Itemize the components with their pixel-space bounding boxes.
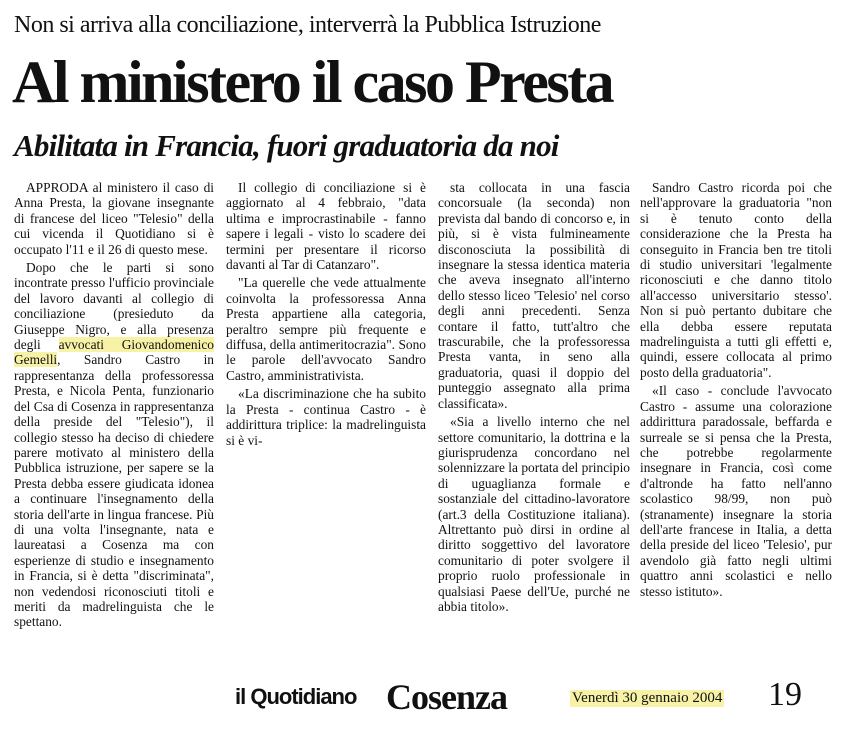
paragraph: «Sia a livello interno che nel settore comunitario, la dottrina e la giurisprudenza concordano nel solennizzare la portata del principio di uguaglianza formale e sostanziale del cittadino-lavoratore (art.3 della Costituzione italiana). Altrettanto può dirsi in ordine al diritto soggettivo del lavoratore comunitario di poter svolgere il proprio ruolo professionale in qualsiasi Paese dell'Ue, purché ne abbia titolo». (438, 414, 630, 614)
article-column-4 (640, 180, 832, 602)
issue-date: Venerdì 30 gennaio 2004 (572, 690, 723, 706)
headline: Al ministero il caso Presta (12, 49, 613, 115)
newspaper-logo: il Quotidiano (235, 684, 357, 709)
paragraph: sta collocata in una fascia concorsuale (la seconda) non prevista dal bando di concorso e, in più, si è vista fulmineamente disconosciuta la possibilità di insegnare la stessa identica materia che aveva insegnato all'interno dello stesso liceo 'Telesio' nel corso degli anni precedenti. Senza contare il fatto, tutt'altro che trascurabile, che la professoressa Presta vanta, in seno alla graduatoria, quasi il doppio del punteggio assegnato alla prima classificata». (438, 180, 630, 411)
article-column-1 (14, 180, 214, 633)
page-number: 19 (768, 676, 802, 713)
paragraph: APPRODA al ministero il caso di Anna Presta, la giovane insegnante di francese del liceo "Telesio" della cui vicenda il Quotidiano si è occupato l'11 e il 26 di questo mese. (14, 180, 214, 257)
paragraph: «La discriminazione che ha subito la Presta - continua Castro - è addirittura triplice: la madrelinguista si è vi- (226, 386, 426, 448)
kicker: Non si arriva alla conciliazione, interverrà la Pubblica Istruzione (14, 12, 601, 38)
paragraph-text: , Sandro Castro in rappresentanza della professoressa Presta, e Nicola Penta, funzionario del Csa di Cosenza in rappresentanza della preside del "Telesio"), il collegio stesso ha deciso di chiedere parere motivato al ministero della Pubblica istruzione, per sapere se la Presta debba essere giudicata idonea a continuare l'insegnamento della storia dell'arte in lingua francese. Più di una volta l'insegnante, nata e laureatasi a Cosenza ma con esperienze di studio e insegnamento in Francia, si è detta "discriminata", non vedendosi riconosciuti titoli e meriti da madrelinguista che le spettano. (14, 352, 214, 630)
article-column-2 (226, 180, 426, 451)
highlighted-text: avvocati Giovandomenico Gemelli (14, 337, 214, 368)
paragraph: Il collegio di conciliazione si è aggiornato al 4 febbraio, "data ultima e improcrastinabile - fanno sapere i legali - visto lo scadere dei termini per presentare il ricorso davanti al Tar di Catanzaro". (226, 180, 426, 273)
section-city: Cosenza (386, 677, 507, 717)
paragraph: «Il caso - conclude l'avvocato Castro - assume una colorazione addirittura paradossale, beffarda e surreale se si pensa che la Presta, che potrebbe regolarmente insegnare in Francia, così come d'altronde ha fatto nell'anno scolastico 98/99, non può (stranamente) insegnare la storia dell'arte francese in Italia, a detta della preside del liceo 'Telesio', pur avendolo già fatto negli ultimi quattro anni scolastici e nello stesso istituto». (640, 383, 832, 599)
page-footer (0, 672, 842, 722)
paragraph-text: Dopo che le parti si sono incontrate presso l'ufficio provinciale del lavoro davanti al collegio di conciliazione (presieduto da Giuseppe Nigro, e alla presenza degli (14, 260, 214, 353)
paragraph: "La querelle che vede attualmente coinvolta la professoressa Anna Presta appartiene alla categoria, peraltro sempre più frequente e diffusa, della antimeritocrazia". Sono le parole dell'avvocato Sandro Castro, amministrativista. (226, 275, 426, 383)
paragraph (14, 260, 214, 630)
article-column-3 (438, 180, 630, 617)
paragraph: Sandro Castro ricorda poi che nell'approvare la graduatoria "non si è tenuto conto della considerazione che la Presta ha conseguito in Francia ben tre titoli di studio universitari 'legalmente riconosciuti e che danno titolo all'accesso universitario stesso'. Non si può pertanto dubitare che ella debba essere reputata madrelinguista a tutti gli effetti e, quindi, essere collocata al primo posto della graduatoria". (640, 180, 832, 380)
subheadline: Abilitata in Francia, fuori graduatoria da noi (14, 128, 559, 163)
